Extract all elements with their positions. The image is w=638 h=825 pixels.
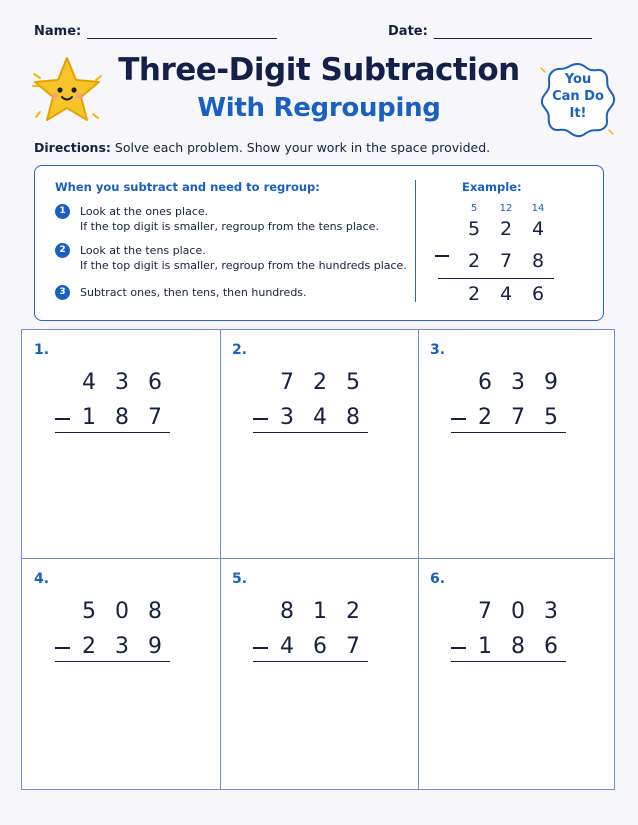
problem-5[interactable] <box>220 559 418 789</box>
problem-6[interactable] <box>418 559 616 789</box>
info-heading: When you subtract and need to regroup: <box>55 180 320 194</box>
minus-sign <box>451 418 466 420</box>
top-digit: 0 <box>511 599 525 624</box>
problem-number: 6. <box>430 571 446 587</box>
bottom-digit: 4 <box>280 634 294 659</box>
name-date-row <box>34 24 604 44</box>
bottom-digit: 9 <box>148 634 162 659</box>
directions <box>34 140 490 155</box>
answer-line <box>55 661 170 662</box>
bottom-digit: 7 <box>511 405 525 430</box>
answer-line <box>55 432 170 433</box>
problem-1[interactable] <box>22 330 220 560</box>
top-digit: 4 <box>82 370 96 395</box>
step-text: If the top digit is smaller, regroup from the tens place. <box>80 220 379 233</box>
top-digit: 3 <box>511 370 525 395</box>
step-text: Look at the ones place. <box>80 205 209 218</box>
bottom-digit: 4 <box>313 405 327 430</box>
answer-line <box>451 661 566 662</box>
bottom-digit: 5 <box>544 405 558 430</box>
info-divider <box>415 180 416 302</box>
example-borrow-digit: 14 <box>531 203 545 214</box>
date-label: Date: <box>388 24 428 39</box>
bottom-digit: 7 <box>148 405 162 430</box>
bottom-digit: 7 <box>346 634 360 659</box>
top-digit: 9 <box>544 370 558 395</box>
date-line[interactable] <box>434 25 592 39</box>
example-borrow-digit: 5 <box>470 203 478 214</box>
top-digit: 8 <box>280 599 294 624</box>
example-answer-line <box>438 278 554 279</box>
top-digit: 8 <box>148 599 162 624</box>
step-number: 2 <box>55 243 70 258</box>
badge-line-1: You <box>564 72 592 87</box>
badge-line-2: Can Do <box>552 89 604 104</box>
example-bottom-digit: 2 <box>467 250 481 272</box>
regroup-info-box <box>34 165 604 321</box>
step-1 <box>55 204 420 234</box>
bottom-digit: 2 <box>82 634 96 659</box>
bottom-digit: 6 <box>313 634 327 659</box>
example-bottom-digit: 8 <box>531 250 545 272</box>
example-top-digit: 2 <box>499 218 513 240</box>
step-number: 1 <box>55 204 70 219</box>
step-3 <box>55 285 420 300</box>
example-result-digit: 6 <box>531 283 545 305</box>
directions-text: Solve each problem. Show your work in the space provided. <box>114 140 491 155</box>
example-top-digit: 4 <box>531 218 545 240</box>
minus-sign <box>451 647 466 649</box>
bottom-digit: 1 <box>478 634 492 659</box>
problem-number: 5. <box>232 571 248 587</box>
answer-line <box>451 432 566 433</box>
example-bottom-digit: 7 <box>499 250 513 272</box>
problem-number: 4. <box>34 571 50 587</box>
bottom-digit: 3 <box>280 405 294 430</box>
problem-number: 3. <box>430 342 446 358</box>
page-title: Three-Digit Subtraction <box>118 52 520 88</box>
problem-2[interactable] <box>220 330 418 560</box>
minus-sign <box>55 418 70 420</box>
top-digit: 3 <box>115 370 129 395</box>
problem-4[interactable] <box>22 559 220 789</box>
top-digit: 3 <box>544 599 558 624</box>
step-text: If the top digit is smaller, regroup from the hundreds place. <box>80 259 407 272</box>
badge-text <box>539 71 617 122</box>
example-heading: Example: <box>462 180 522 194</box>
minus-sign <box>253 647 268 649</box>
step-text: Subtract ones, then tens, then hundreds. <box>80 286 307 299</box>
top-digit: 7 <box>280 370 294 395</box>
badge-line-3: It! <box>569 106 587 121</box>
name-label: Name: <box>34 24 82 39</box>
problem-3[interactable] <box>418 330 616 560</box>
bottom-digit: 8 <box>115 405 129 430</box>
name-line[interactable] <box>87 25 277 39</box>
minus-sign <box>55 647 70 649</box>
bottom-digit: 3 <box>115 634 129 659</box>
top-digit: 1 <box>313 599 327 624</box>
top-digit: 7 <box>478 599 492 624</box>
example-result-digit: 2 <box>467 283 481 305</box>
name-field[interactable] <box>34 24 277 39</box>
example-top-digit: 5 <box>467 218 481 240</box>
example-borrow-digit: 12 <box>499 203 513 214</box>
step-text: Look at the tens place. <box>80 244 206 257</box>
top-digit: 2 <box>313 370 327 395</box>
top-digit: 6 <box>478 370 492 395</box>
example-minus-sign <box>435 255 449 257</box>
page-subtitle: With Regrouping <box>197 93 441 123</box>
top-digit: 6 <box>148 370 162 395</box>
bottom-digit: 2 <box>478 405 492 430</box>
bottom-digit: 1 <box>82 405 96 430</box>
step-2 <box>55 243 420 273</box>
top-digit: 5 <box>82 599 96 624</box>
directions-label: Directions: <box>34 140 111 155</box>
minus-sign <box>253 418 268 420</box>
bottom-digit: 8 <box>346 405 360 430</box>
problem-grid <box>21 329 615 790</box>
problem-number: 2. <box>232 342 248 358</box>
top-digit: 0 <box>115 599 129 624</box>
bottom-digit: 8 <box>511 634 525 659</box>
bottom-digit: 6 <box>544 634 558 659</box>
top-digit: 5 <box>346 370 360 395</box>
answer-line <box>253 661 368 662</box>
example-result-digit: 4 <box>499 283 513 305</box>
top-digit: 2 <box>346 599 360 624</box>
problem-number: 1. <box>34 342 50 358</box>
step-number: 3 <box>55 285 70 300</box>
date-field[interactable] <box>388 24 592 39</box>
answer-line <box>253 432 368 433</box>
